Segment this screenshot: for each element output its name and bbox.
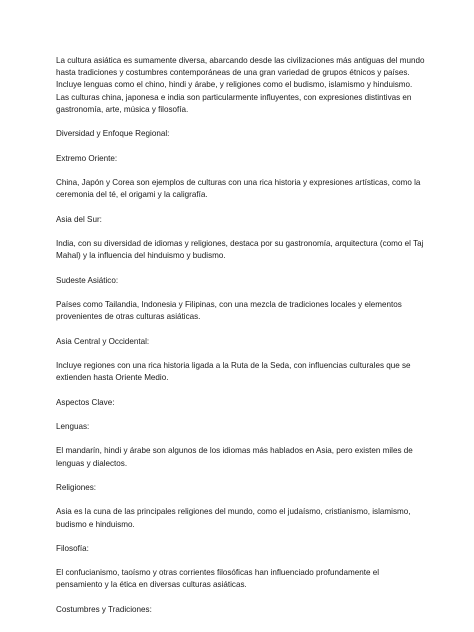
paragraph-extremo-oriente: China, Japón y Corea son ejemplos de culturas con una rica historia y expresiones artísticas, como la ceremonia del té, el origami y la caligrafía. [56,177,421,200]
heading-lenguas: Lenguas: [56,421,90,431]
paragraph-asia-del-sur: India, con su diversidad de idiomas y religiones, destaca por su gastronomía, arquitectura (como el Taj Mahal) y la influencia del hinduismo y budismo. [56,238,424,261]
heading-sudeste-asiatico: Sudeste Asiático: [56,275,119,285]
paragraph-lenguas: El mandarín, hindi y árabe son algunos de los idiomas más hablados en Asia, pero existen miles de lenguas y dialectos. [56,446,413,468]
intro-paragraph: La cultura asiática es sumamente diversa, abarcando desde las civilizaciones más antiguas del mundo hasta tradiciones y costumbres contemporáneas de una gran variedad de grupos étnicos y países. Incluye lenguas como el chino, hindi y árabe, y religiones como el budismo, islamismo y hinduismo. Las culturas china, japonesa e india son particularmente influyentes, con expresiones distintivas en gastronomía, arte, música y filosofía. [56,56,425,114]
heading-extremo-oriente: Extremo Oriente: [56,153,118,163]
heading-religiones: Religiones: [56,482,97,492]
heading-asia-del-sur: Asia del Sur: [56,214,102,224]
paragraph-filosofia: El confucianismo, taoísmo y otras corrientes filosóficas han influenciado profundamente el pensamiento y la ética en diversas culturas asiáticas. [56,568,380,590]
heading-filosofia: Filosofía: [56,543,89,553]
heading-diversidad: Diversidad y Enfoque Regional: [56,129,170,139]
paragraph-sudeste-asiatico: Países como Tailandia, Indonesia y Filipinas, con una mezcla de tradiciones locales y elementos provenientes de otras culturas asiáticas. [56,299,402,322]
document-body [56,55,426,628]
heading-aspectos-clave: Aspectos Clave: [56,397,115,407]
heading-asia-central: Asia Central y Occidental: [56,336,150,346]
paragraph-religiones: Asia es la cuna de las principales religiones del mundo, como el judaísmo, cristianismo, islamismo, budismo e hinduismo. [56,507,411,529]
paragraph-asia-central: Incluye regiones con una rica historia ligada a la Ruta de la Seda, con influencias culturales que se extienden hasta Oriente Medio. [56,360,411,383]
heading-costumbres: Costumbres y Tradiciones: [56,604,152,614]
